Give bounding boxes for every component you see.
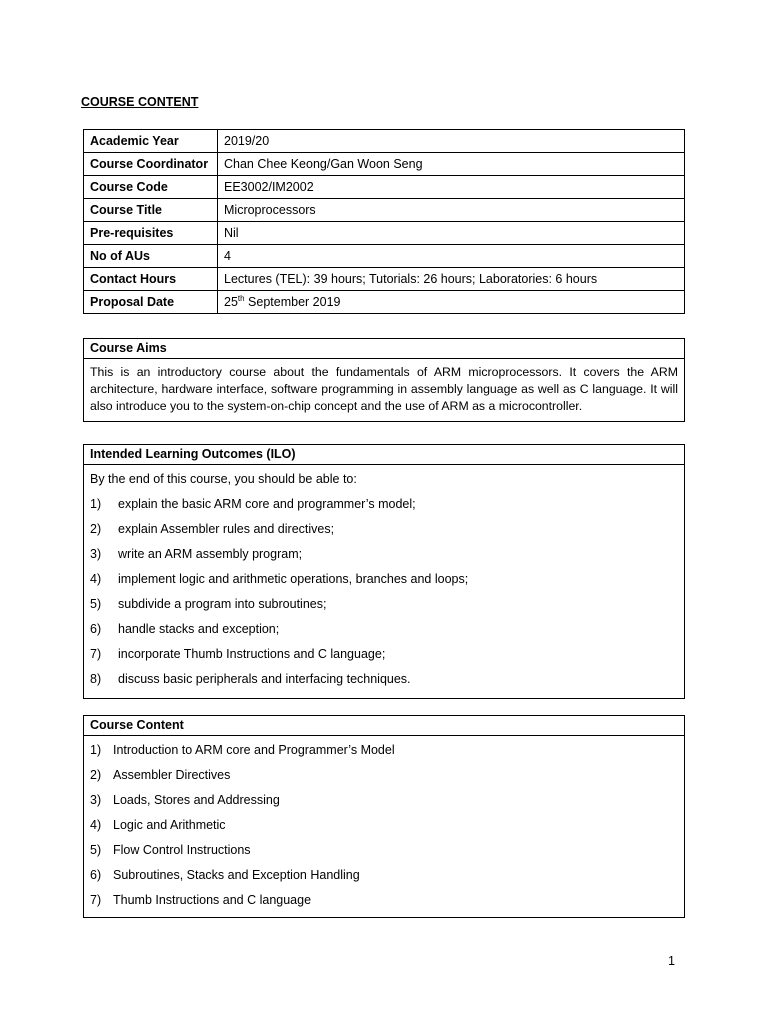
- academic-year-value: 2019/20: [218, 130, 685, 153]
- proposal-date-label: Proposal Date: [84, 291, 218, 314]
- list-item: [90, 788, 678, 813]
- list-text: Assembler Directives: [113, 768, 231, 782]
- course-coordinator-value: Chan Chee Keong/Gan Woon Seng: [218, 153, 685, 176]
- aus-label: No of AUs: [84, 245, 218, 268]
- list-item: [90, 642, 678, 667]
- course-content-box: [83, 715, 685, 918]
- ilo-box: [83, 444, 685, 699]
- course-aims-title: Course Aims: [84, 339, 684, 359]
- list-number: 5): [90, 597, 102, 611]
- table-row: [84, 245, 685, 268]
- aus-value: 4: [218, 245, 685, 268]
- list-text: Logic and Arithmetic: [113, 818, 226, 832]
- list-item: [90, 667, 678, 692]
- course-code-value: EE3002/IM2002: [218, 176, 685, 199]
- list-text: incorporate Thumb Instructions and C language;: [118, 647, 386, 661]
- list-item: [90, 763, 678, 788]
- list-item: [90, 592, 678, 617]
- list-item: [90, 888, 678, 913]
- list-number: 5): [90, 843, 102, 857]
- list-item: [90, 567, 678, 592]
- proposal-date-day: 25: [224, 294, 238, 309]
- course-info-table: [83, 129, 685, 314]
- list-number: 4): [90, 572, 102, 586]
- course-aims-text: This is an introductory course about the fundamentals of ARM microprocessors. It covers the ARM architecture, hardware interface, software programming in assembly language as well as C language. It will also introduce you to the system-on-chip concept and the use of ARM as a microcontroller.: [90, 365, 678, 413]
- list-number: 7): [90, 647, 102, 661]
- course-content-title: Course Content: [84, 716, 684, 736]
- list-text: write an ARM assembly program;: [118, 547, 303, 561]
- list-text: subdivide a program into subroutines;: [118, 597, 327, 611]
- table-row: [84, 291, 685, 314]
- list-text: explain Assembler rules and directives;: [118, 522, 335, 536]
- prerequisites-label: Pre-requisites: [84, 222, 218, 245]
- list-text: Flow Control Instructions: [113, 843, 251, 857]
- list-text: Thumb Instructions and C language: [113, 893, 312, 907]
- list-item: [90, 517, 678, 542]
- list-number: 2): [90, 768, 102, 782]
- list-number: 7): [90, 893, 102, 907]
- proposal-date-suffix: th: [237, 293, 245, 303]
- list-number: 6): [90, 622, 102, 636]
- list-number: 1): [90, 743, 102, 757]
- list-number: 6): [90, 868, 102, 882]
- proposal-date-value: [218, 291, 685, 314]
- list-text: Introduction to ARM core and Programmer’s Model: [113, 743, 395, 757]
- ilo-intro: By the end of this course, you should be able to:: [90, 472, 357, 486]
- list-item: [90, 542, 678, 567]
- list-item: [90, 617, 678, 642]
- list-item: [90, 492, 678, 517]
- list-text: Subroutines, Stacks and Exception Handling: [113, 868, 360, 882]
- course-code-label: Course Code: [84, 176, 218, 199]
- table-row: [84, 199, 685, 222]
- list-item: [90, 863, 678, 888]
- list-text: Loads, Stores and Addressing: [113, 793, 280, 807]
- list-item: [90, 813, 678, 838]
- list-number: 3): [90, 793, 102, 807]
- page-heading: COURSE CONTENT: [81, 95, 199, 109]
- list-text: explain the basic ARM core and programmer’s model;: [118, 497, 416, 511]
- prerequisites-value: Nil: [218, 222, 685, 245]
- page-number: 1: [668, 954, 675, 968]
- course-aims-box: [83, 338, 685, 422]
- list-number: 8): [90, 672, 102, 686]
- contact-hours-label: Contact Hours: [84, 268, 218, 291]
- table-row: [84, 153, 685, 176]
- list-item: [90, 838, 678, 863]
- proposal-date-rest: September 2019: [244, 294, 341, 309]
- course-coordinator-label: Course Coordinator: [84, 153, 218, 176]
- contact-hours-value: Lectures (TEL): 39 hours; Tutorials: 26 hours; Laboratories: 6 hours: [218, 268, 685, 291]
- list-item: [90, 738, 678, 763]
- table-row: [84, 130, 685, 153]
- list-number: 1): [90, 497, 102, 511]
- table-row: [84, 176, 685, 199]
- ilo-title: Intended Learning Outcomes (ILO): [84, 445, 684, 465]
- course-title-value: Microprocessors: [218, 199, 685, 222]
- list-number: 4): [90, 818, 102, 832]
- table-row: [84, 222, 685, 245]
- course-title-label: Course Title: [84, 199, 218, 222]
- list-text: handle stacks and exception;: [118, 622, 280, 636]
- academic-year-label: Academic Year: [84, 130, 218, 153]
- list-text: implement logic and arithmetic operations, branches and loops;: [118, 572, 469, 586]
- list-number: 2): [90, 522, 102, 536]
- list-number: 3): [90, 547, 102, 561]
- table-row: [84, 268, 685, 291]
- list-text: discuss basic peripherals and interfacing techniques.: [118, 672, 411, 686]
